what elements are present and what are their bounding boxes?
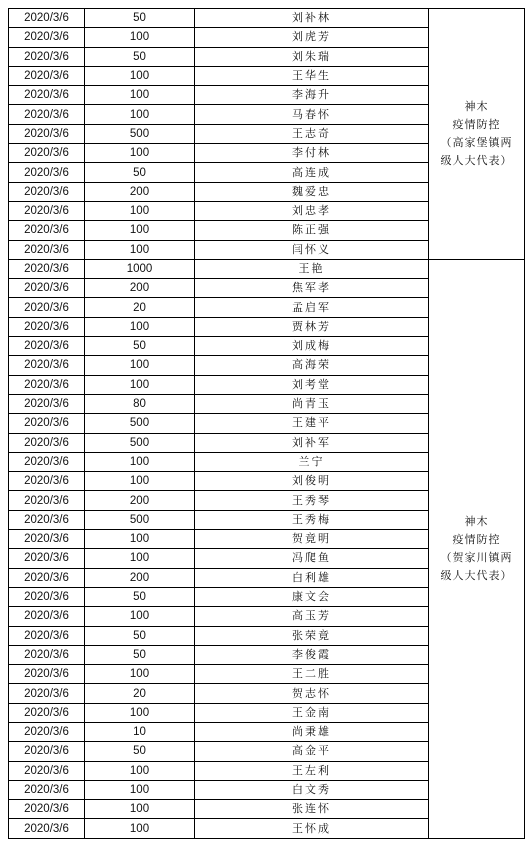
name-cell: 陈正强 [195,221,429,240]
amount-cell: 100 [85,703,195,722]
date-cell: 2020/3/6 [9,163,85,182]
amount-cell: 100 [85,800,195,819]
date-cell: 2020/3/6 [9,375,85,394]
name-cell: 贾林芳 [195,317,429,336]
amount-cell: 100 [85,819,195,838]
name-cell: 兰宁 [195,452,429,471]
group-note-line: 疫情防控 [452,117,501,131]
amount-cell: 20 [85,684,195,703]
name-cell: 贺竟明 [195,530,429,549]
amount-cell: 500 [85,510,195,529]
amount-cell: 100 [85,28,195,47]
date-cell: 2020/3/6 [9,356,85,375]
group-note-line: （高家堡镇两 [440,135,513,149]
amount-cell: 80 [85,394,195,413]
group-note-cell [429,259,525,838]
name-cell: 刘忠孝 [195,201,429,220]
date-cell: 2020/3/6 [9,452,85,471]
date-cell: 2020/3/6 [9,530,85,549]
donation-table-body [9,9,525,839]
amount-cell: 100 [85,66,195,85]
name-cell: 王二胜 [195,665,429,684]
name-cell: 王怀成 [195,819,429,838]
name-cell: 刘考堂 [195,375,429,394]
amount-cell: 100 [85,317,195,336]
group-note-line: （贺家川镇两 [440,550,513,564]
amount-cell: 50 [85,163,195,182]
date-cell: 2020/3/6 [9,86,85,105]
date-cell: 2020/3/6 [9,182,85,201]
donation-table [8,8,525,839]
name-cell: 张连怀 [195,800,429,819]
amount-cell: 1000 [85,259,195,278]
date-cell: 2020/3/6 [9,665,85,684]
name-cell: 张荣竟 [195,626,429,645]
amount-cell: 100 [85,665,195,684]
amount-cell: 100 [85,549,195,568]
amount-cell: 100 [85,472,195,491]
date-cell: 2020/3/6 [9,105,85,124]
date-cell: 2020/3/6 [9,240,85,259]
date-cell: 2020/3/6 [9,201,85,220]
date-cell: 2020/3/6 [9,337,85,356]
amount-cell: 100 [85,240,195,259]
amount-cell: 100 [85,375,195,394]
amount-cell: 200 [85,279,195,298]
date-cell: 2020/3/6 [9,9,85,28]
date-cell: 2020/3/6 [9,568,85,587]
name-cell: 刘补军 [195,433,429,452]
date-cell: 2020/3/6 [9,761,85,780]
date-cell: 2020/3/6 [9,645,85,664]
name-cell: 高金平 [195,742,429,761]
date-cell: 2020/3/6 [9,510,85,529]
amount-cell: 100 [85,761,195,780]
group-note-cell [429,9,525,260]
name-cell: 贺志怀 [195,684,429,703]
amount-cell: 200 [85,568,195,587]
name-cell: 尚秉雄 [195,722,429,741]
amount-cell: 500 [85,124,195,143]
date-cell: 2020/3/6 [9,279,85,298]
name-cell: 魏爱忠 [195,182,429,201]
name-cell: 李付林 [195,144,429,163]
amount-cell: 50 [85,742,195,761]
date-cell: 2020/3/6 [9,66,85,85]
name-cell: 刘朱瑞 [195,47,429,66]
group-note-line: 疫情防控 [452,532,501,546]
name-cell: 尚青玉 [195,394,429,413]
amount-cell: 20 [85,298,195,317]
date-cell: 2020/3/6 [9,298,85,317]
amount-cell: 500 [85,433,195,452]
group-note-line: 级人大代表） [440,153,513,167]
date-cell: 2020/3/6 [9,780,85,799]
date-cell: 2020/3/6 [9,394,85,413]
amount-cell: 100 [85,780,195,799]
name-cell: 王建平 [195,414,429,433]
name-cell: 王华生 [195,66,429,85]
amount-cell: 100 [85,86,195,105]
date-cell: 2020/3/6 [9,433,85,452]
name-cell: 王左利 [195,761,429,780]
name-cell: 王志奇 [195,124,429,143]
amount-cell: 100 [85,105,195,124]
amount-cell: 100 [85,144,195,163]
group-note-line: 神木 [464,99,489,113]
amount-cell: 100 [85,530,195,549]
table-row [9,9,525,28]
amount-cell: 50 [85,587,195,606]
name-cell: 高玉芳 [195,607,429,626]
date-cell: 2020/3/6 [9,703,85,722]
table-row [9,259,525,278]
date-cell: 2020/3/6 [9,587,85,606]
name-cell: 焦军孝 [195,279,429,298]
name-cell: 刘俊明 [195,472,429,491]
name-cell: 刘补林 [195,9,429,28]
date-cell: 2020/3/6 [9,124,85,143]
amount-cell: 200 [85,182,195,201]
date-cell: 2020/3/6 [9,722,85,741]
date-cell: 2020/3/6 [9,144,85,163]
date-cell: 2020/3/6 [9,491,85,510]
amount-cell: 500 [85,414,195,433]
name-cell: 马春怀 [195,105,429,124]
date-cell: 2020/3/6 [9,221,85,240]
date-cell: 2020/3/6 [9,742,85,761]
date-cell: 2020/3/6 [9,800,85,819]
name-cell: 康文会 [195,587,429,606]
date-cell: 2020/3/6 [9,626,85,645]
name-cell: 高海荣 [195,356,429,375]
date-cell: 2020/3/6 [9,607,85,626]
date-cell: 2020/3/6 [9,317,85,336]
name-cell: 孟启军 [195,298,429,317]
name-cell: 刘成梅 [195,337,429,356]
amount-cell: 100 [85,452,195,471]
group-note-line: 神木 [464,514,489,528]
date-cell: 2020/3/6 [9,819,85,838]
name-cell: 刘虎芳 [195,28,429,47]
date-cell: 2020/3/6 [9,414,85,433]
amount-cell: 50 [85,47,195,66]
name-cell: 高连成 [195,163,429,182]
name-cell: 王秀梅 [195,510,429,529]
amount-cell: 50 [85,645,195,664]
name-cell: 白利雄 [195,568,429,587]
amount-cell: 200 [85,491,195,510]
date-cell: 2020/3/6 [9,549,85,568]
amount-cell: 100 [85,607,195,626]
amount-cell: 100 [85,201,195,220]
amount-cell: 100 [85,221,195,240]
date-cell: 2020/3/6 [9,684,85,703]
name-cell: 王秀琴 [195,491,429,510]
date-cell: 2020/3/6 [9,259,85,278]
name-cell: 李俊霞 [195,645,429,664]
name-cell: 闫怀义 [195,240,429,259]
name-cell: 李海升 [195,86,429,105]
amount-cell: 50 [85,626,195,645]
name-cell: 冯爬鱼 [195,549,429,568]
name-cell: 王艳 [195,259,429,278]
amount-cell: 10 [85,722,195,741]
date-cell: 2020/3/6 [9,472,85,491]
name-cell: 白文秀 [195,780,429,799]
amount-cell: 100 [85,356,195,375]
group-note-line: 级人大代表） [440,568,513,582]
amount-cell: 50 [85,337,195,356]
amount-cell: 50 [85,9,195,28]
date-cell: 2020/3/6 [9,47,85,66]
name-cell: 王金南 [195,703,429,722]
date-cell: 2020/3/6 [9,28,85,47]
